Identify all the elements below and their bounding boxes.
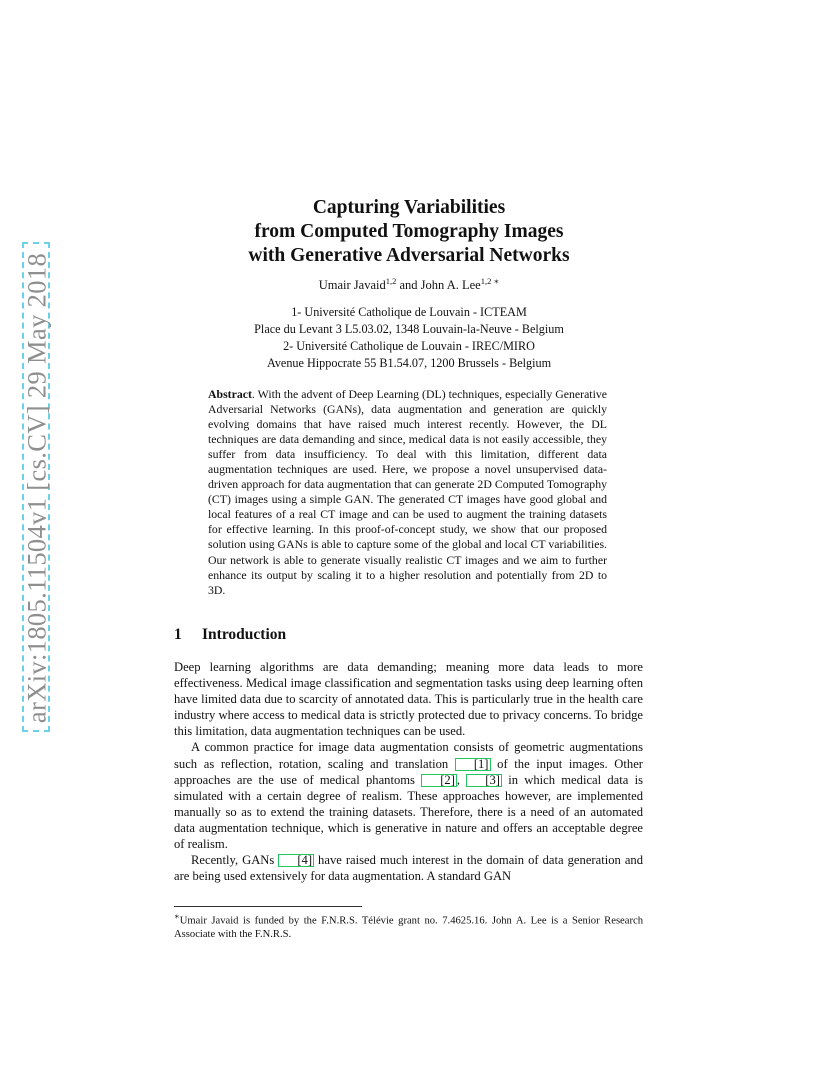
paragraph [174,852,643,884]
footnote-rule [174,906,362,907]
paragraph-text: in which medical data is simulated with a certain degree of realism. These approaches however, are implemented manually so as to extend the training datasets. Therefore, there is a need of an automated data augmentation technique, which is generative in nature and offers an acceptable degree of realism. [174,772,643,852]
affiliation [174,338,644,372]
affiliation-address: Place du Levant 3 L5.03.02, 1348 Louvain-la-Neuve - Belgium [254,322,564,336]
footnote-mark: ∗ [174,911,180,921]
section-body [174,659,643,884]
citation-link[interactable]: [3] [466,774,502,787]
paper-title [174,196,644,268]
title-line-1: Capturing Variabilities [312,197,506,218]
affiliation-address: Avenue Hippocrate 55 B1.54.07, 1200 Brussels - Belgium [266,356,552,370]
abstract [208,387,607,598]
paragraph [174,739,643,852]
footnote [174,910,643,942]
paragraph-text: Recently, GANs [191,853,279,868]
abstract-text: . With the advent of Deep Learning (DL) techniques, especially Generative Adversarial Networks (GANs), data augmentation and generation are quickly evolving domains that have raised much interest recently. However, the DL techniques are data demanding and since, medical data is not easily accessible, they suffer from data insufficiency. To deal with this limitation, different data augmentation techniques are used. Here, we propose a novel unsupervised data-driven approach for data augmentation that can generate 2D Computed Tomography (CT) images using a simple GAN. The generated CT images have good global and local features of a real CT image and can be used to augment the training datasets for effective learning. In this proof-of-concept study, we show that our proposed solution using GANs is able to capture some of the global and local CT variabilities. Our network is able to generate visually realistic CT images and we aim to further enhance its output by scaling it to a higher resolution and potentially from 2D to 3D. [208,387,607,597]
paragraph-text: , [456,772,467,787]
footnote-text: Umair Javaid is funded by the F.N.R.S. Télévie grant no. 7.4625.16. John A. Lee is a Senior Research Associate with the F.N.R.S. [174,915,643,941]
citation-link[interactable]: [2] [421,774,457,787]
paragraph-text: A common practice for image data augmentation consists of geometric augmentations such as reflection, rotation, scaling and translation [174,740,643,771]
arxiv-stamp[interactable] [22,242,52,734]
author-conjunction: and [396,278,421,293]
author-name: Umair Javaid [318,278,386,293]
affiliation [174,304,644,338]
paragraph-text: of the input images. Other approaches are the use of medical phantoms [174,756,643,787]
author-affiliation-mark: 1,2 [385,276,397,286]
paragraph-text: have raised much interest in the domain of data generation and are being used extensively for data augmentation. A standard GAN [174,853,643,884]
paragraph: Deep learning algorithms are data demanding; meaning more data leads to more effectiveness. Medical image classification and segmentation tasks using deep learning often have limited data due to scarcity of annotated data. This is particularly true in the health care industry where access to medical data is strictly protected due to privacy concerns. To bridge this limitation, data augmentation techniques can be used. [174,660,643,739]
section-title: Introduction [202,626,287,643]
author-name: John A. Lee [420,278,481,293]
abstract-label: Abstract [208,387,252,401]
arxiv-identifier: arXiv:1805.11504v1 [cs.CV] 29 May 2018 [21,252,52,724]
affiliation-institution: 2- Université Catholique de Louvain - IREC/MIRO [283,339,535,353]
citation-link[interactable]: [1] [455,758,491,771]
affiliation-institution: 1- Université Catholique de Louvain - ICTEAM [291,305,527,319]
title-line-3: with Generative Adversarial Networks [248,245,570,266]
section-number: 1 [174,626,182,643]
citation-link[interactable]: [4] [278,854,314,867]
author-affiliation-mark: 1,2 ∗ [480,276,500,286]
section-heading [174,626,286,644]
title-line-2: from Computed Tomography Images [254,221,564,242]
author-list [174,276,644,293]
